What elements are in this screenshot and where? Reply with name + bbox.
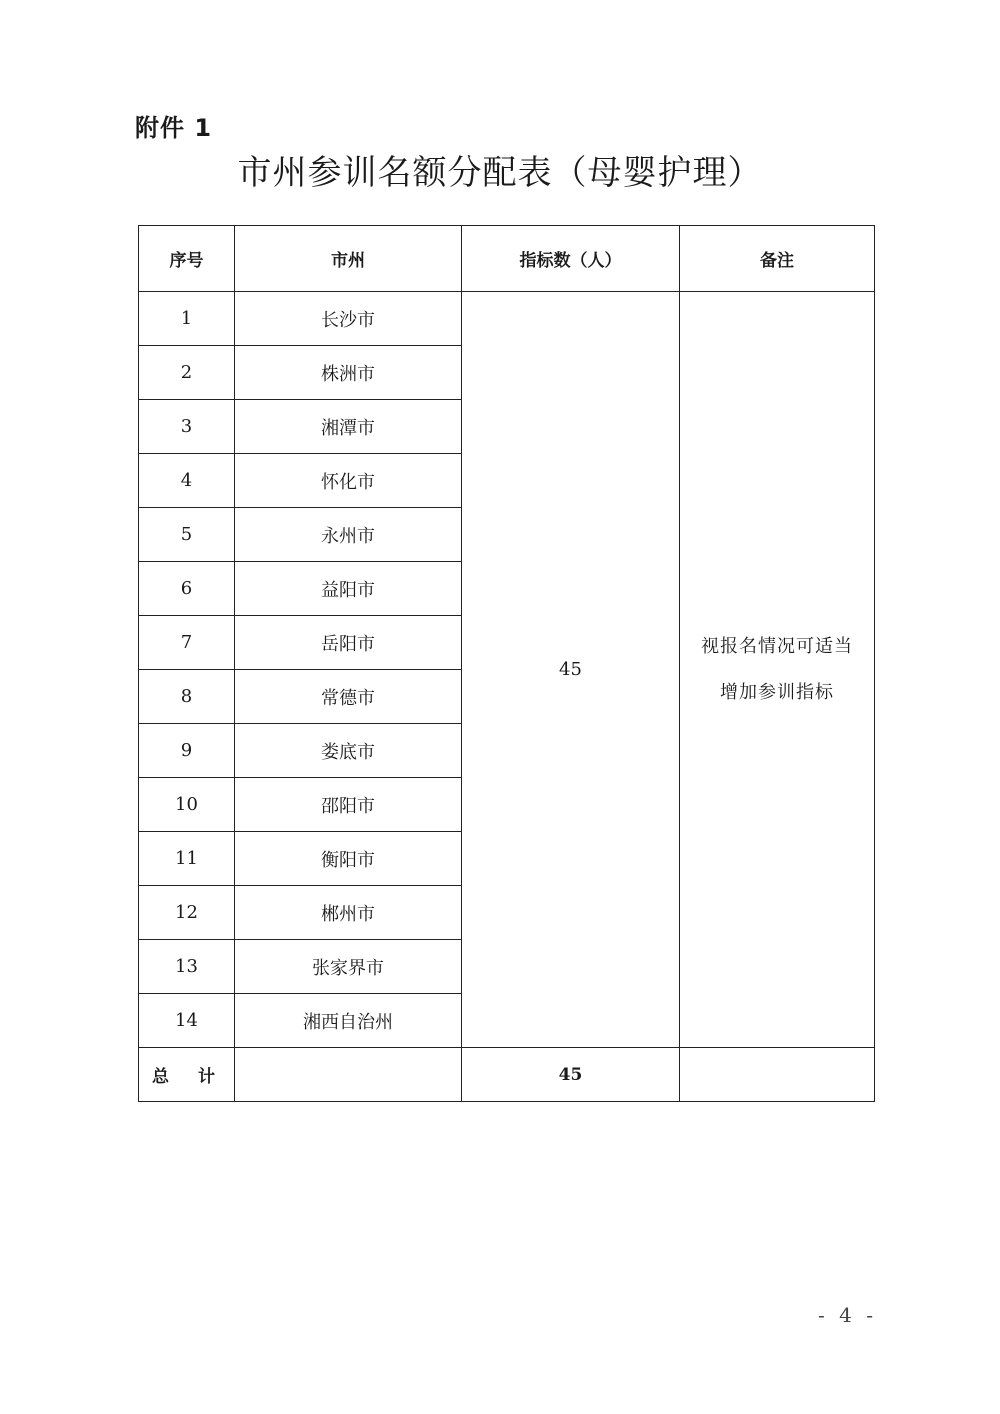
row-city: 湘西自治州	[235, 994, 462, 1048]
row-no: 10	[139, 778, 235, 832]
row-no: 14	[139, 994, 235, 1048]
row-no: 8	[139, 670, 235, 724]
header-remark: 备注	[680, 226, 875, 292]
merged-quota-cell: 45	[462, 292, 680, 1048]
page-title: 市州参训名额分配表（母婴护理）	[237, 153, 763, 193]
header-city: 市州	[235, 226, 462, 292]
row-no: 5	[139, 508, 235, 562]
row-no: 2	[139, 346, 235, 400]
total-remark	[680, 1048, 875, 1102]
total-city	[235, 1048, 462, 1102]
attachment-label: 附件 1	[135, 114, 213, 142]
page-number: - 4 -	[818, 1303, 877, 1327]
merged-remark-cell	[680, 292, 875, 1048]
row-no: 1	[139, 292, 235, 346]
row-city: 张家界市	[235, 940, 462, 994]
row-city: 衡阳市	[235, 832, 462, 886]
row-no: 12	[139, 886, 235, 940]
row-city: 怀化市	[235, 454, 462, 508]
total-label: 总 计	[139, 1048, 235, 1102]
total-row	[139, 1048, 875, 1102]
allocation-table	[138, 225, 875, 1102]
row-no: 7	[139, 616, 235, 670]
row-no: 13	[139, 940, 235, 994]
total-quota: 45	[462, 1048, 680, 1102]
remark-line: 视报名情况可适当	[701, 635, 853, 657]
row-city: 永州市	[235, 508, 462, 562]
table-row	[139, 292, 875, 346]
row-city: 岳阳市	[235, 616, 462, 670]
row-no: 11	[139, 832, 235, 886]
row-city: 湘潭市	[235, 400, 462, 454]
header-quota: 指标数（人）	[462, 226, 680, 292]
row-city: 娄底市	[235, 724, 462, 778]
table-header-row	[139, 226, 875, 292]
row-no: 3	[139, 400, 235, 454]
row-no: 4	[139, 454, 235, 508]
row-no: 9	[139, 724, 235, 778]
header-no: 序号	[139, 226, 235, 292]
row-city: 长沙市	[235, 292, 462, 346]
row-city: 常德市	[235, 670, 462, 724]
remark-line: 增加参训指标	[720, 681, 834, 703]
row-city: 邵阳市	[235, 778, 462, 832]
row-city: 益阳市	[235, 562, 462, 616]
row-no: 6	[139, 562, 235, 616]
row-city: 郴州市	[235, 886, 462, 940]
row-city: 株洲市	[235, 346, 462, 400]
